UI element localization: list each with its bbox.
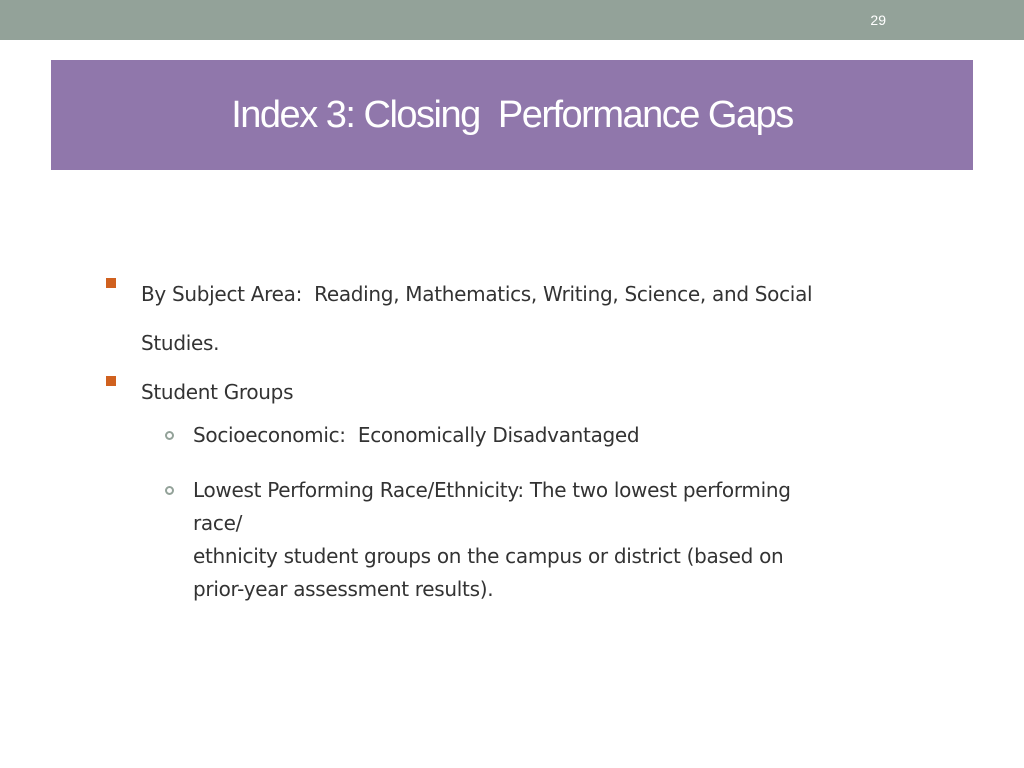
sub-bullet-text-line: prior-year assessment results). — [193, 577, 494, 601]
title-banner — [51, 60, 973, 170]
top-bar — [0, 0, 1024, 40]
slide-number: 29 — [870, 12, 886, 28]
bullet-item-subject-area — [103, 270, 913, 368]
sub-bullet-text-line: Socioeconomic: Economically Disadvantaged — [193, 423, 640, 447]
sub-bullet-text-line: race/ — [193, 511, 243, 535]
sub-bullet-socioeconomic — [161, 419, 913, 452]
bullet-text-line: Student Groups — [141, 380, 294, 404]
bullet-list — [103, 270, 913, 606]
sub-bullet-list — [161, 419, 913, 606]
square-bullet-icon — [106, 278, 116, 288]
sub-bullet-text-line: ethnicity student groups on the campus or district (based on — [193, 544, 784, 568]
slide-title: Index 3: Closing Performance Gaps — [231, 93, 793, 136]
ring-bullet-icon — [165, 431, 174, 440]
ring-bullet-icon — [165, 486, 174, 495]
bullet-text-line: Studies. — [141, 331, 220, 355]
square-bullet-icon — [106, 376, 116, 386]
sub-bullet-text-line: Lowest Performing Race/Ethnicity: The two lowest performing — [193, 478, 791, 502]
bullet-item-student-groups — [103, 368, 913, 417]
bullet-text-line: By Subject Area: Reading, Mathematics, Writing, Science, and Social — [141, 282, 813, 306]
sub-bullet-race-ethnicity — [161, 474, 913, 606]
